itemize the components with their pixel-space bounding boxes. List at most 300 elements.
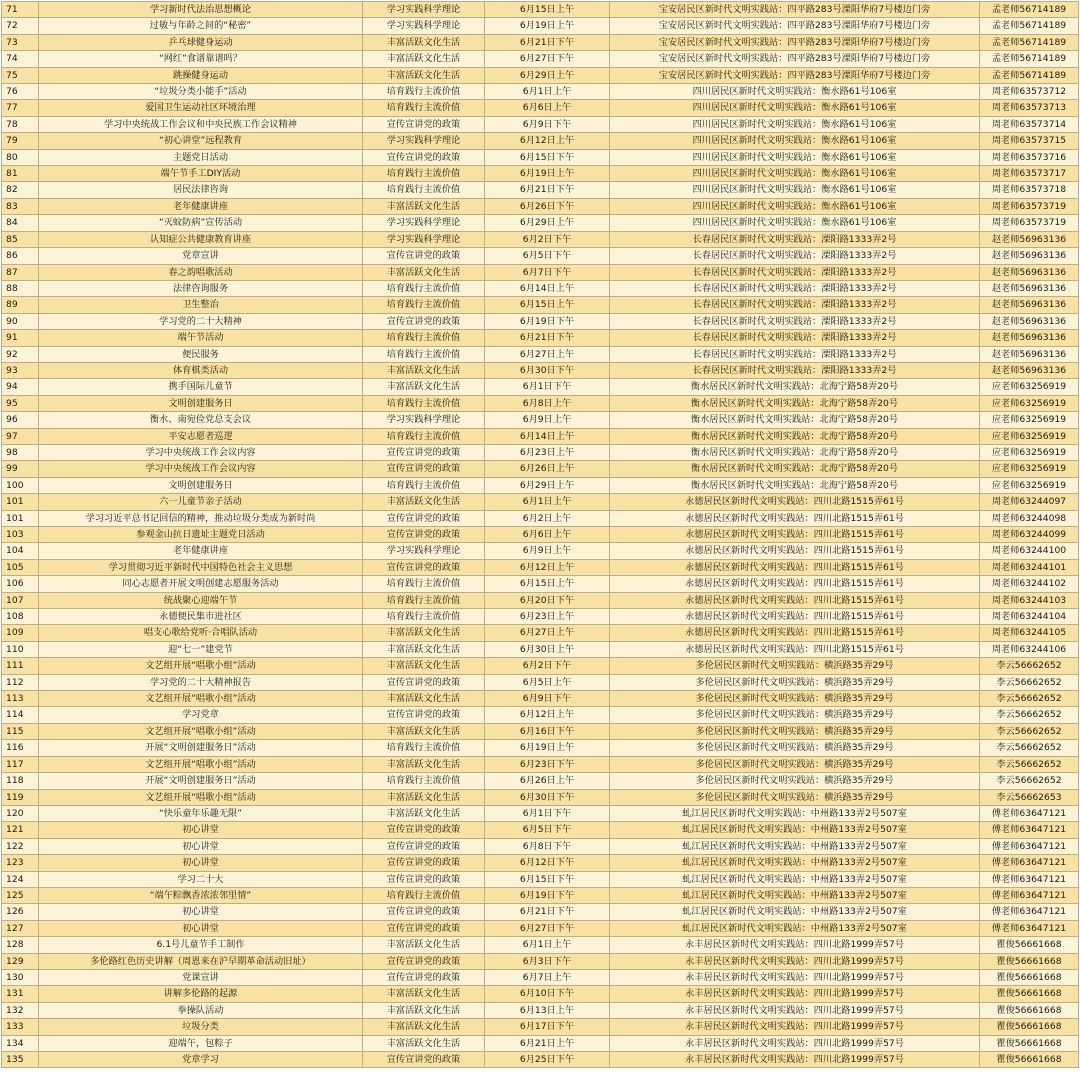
table-row [2,428,1079,444]
table-row [2,855,1079,871]
cell-number: 120 [2,805,39,821]
table-row [2,904,1079,920]
cell-location: 多伦居民区新时代文明实践站：横浜路35弄29号 [610,674,980,690]
cell-location: 永德居民区新时代文明实践站：四川北路1515弄61号 [610,609,980,625]
cell-date-time: 6月15日上午 [485,2,610,18]
table-row [2,412,1079,428]
cell-category: 宣传宣讲党的政策 [363,313,485,329]
cell-contact: 周老师63573719 [980,215,1079,231]
cell-activity-title: 文明创建服务日 [39,477,363,493]
cell-activity-title: 同心志愿者开展文明创建志愿服务活动 [39,576,363,592]
cell-activity-title: 文艺组开展“唱歌小组”活动 [39,756,363,772]
cell-category: 丰富活跃文化生活 [363,625,485,641]
cell-location: 衡水居民区新时代文明实践站：北海宁路58弄20号 [610,412,980,428]
cell-location: 多伦居民区新时代文明实践站：横浜路35弄29号 [610,773,980,789]
cell-date-time: 6月30日下午 [485,362,610,378]
cell-location: 四川居民区新时代文明实践站：衡水路61号106室 [610,182,980,198]
cell-contact: 周老师63244098 [980,510,1079,526]
cell-date-time: 6月15日下午 [485,871,610,887]
cell-activity-title: “快乐童年乐趣无限” [39,805,363,821]
cell-date-time: 6月14日上午 [485,280,610,296]
cell-number: 93 [2,362,39,378]
cell-activity-title: 学习二十大 [39,871,363,887]
cell-date-time: 6月23日上午 [485,609,610,625]
table-row [2,1002,1079,1018]
cell-number: 110 [2,641,39,657]
cell-category: 宣传宣讲党的政策 [363,527,485,543]
cell-contact: 周老师63573719 [980,198,1079,214]
cell-date-time: 6月9日上午 [485,543,610,559]
cell-number: 87 [2,264,39,280]
cell-date-time: 6月23日上午 [485,444,610,460]
cell-contact: 瞿俊56661668 [980,969,1079,985]
cell-contact: 应老师63256919 [980,395,1079,411]
cell-activity-title: 文艺组开展“唱歌小组”活动 [39,723,363,739]
cell-contact: 瞿俊56661668 [980,1019,1079,1035]
cell-contact: 周老师63573715 [980,133,1079,149]
cell-date-time: 6月2日下午 [485,658,610,674]
cell-contact: 赵老师56963136 [980,264,1079,280]
table-row [2,559,1079,575]
table-row [2,330,1079,346]
cell-location: 虬江居民区新时代文明实践站：中州路133弄2号507室 [610,822,980,838]
table-row [2,313,1079,329]
cell-number: 74 [2,51,39,67]
cell-location: 永德居民区新时代文明实践站：四川北路1515弄61号 [610,527,980,543]
cell-location: 衡水居民区新时代文明实践站：北海宁路58弄20号 [610,395,980,411]
cell-location: 虬江居民区新时代文明实践站：中州路133弄2号507室 [610,887,980,903]
cell-number: 107 [2,592,39,608]
cell-category: 宣传宣讲党的政策 [363,822,485,838]
cell-location: 长春居民区新时代文明实践站：溧阳路1333弄2号 [610,330,980,346]
cell-activity-title: 认知症公共健康教育讲座 [39,231,363,247]
cell-activity-title: 居民法律咨询 [39,182,363,198]
cell-location: 四川居民区新时代文明实践站：衡水路61号106室 [610,149,980,165]
cell-date-time: 6月30日下午 [485,789,610,805]
cell-location: 四川居民区新时代文明实践站：衡水路61号106室 [610,116,980,132]
activity-table [1,1,1079,1068]
table-row [2,182,1079,198]
cell-number: 75 [2,67,39,83]
cell-activity-title: 便民服务 [39,346,363,362]
cell-category: 宣传宣讲党的政策 [363,953,485,969]
cell-category: 宣传宣讲党的政策 [363,444,485,460]
cell-date-time: 6月1日上午 [485,84,610,100]
cell-contact: 应老师63256919 [980,477,1079,493]
cell-number: 126 [2,904,39,920]
cell-contact: 傅老师63647121 [980,920,1079,936]
cell-number: 78 [2,116,39,132]
cell-location: 永德居民区新时代文明实践站：四川北路1515弄61号 [610,510,980,526]
cell-category: 学习实践科学理论 [363,215,485,231]
cell-activity-title: 主题党日活动 [39,149,363,165]
cell-category: 培育践行主流价值 [363,740,485,756]
cell-date-time: 6月1日下午 [485,805,610,821]
cell-category: 学习实践科学理论 [363,543,485,559]
cell-activity-title: 迎端午，包粽子 [39,1035,363,1051]
cell-category: 丰富活跃文化生活 [363,805,485,821]
cell-date-time: 6月14日上午 [485,428,610,444]
cell-activity-title: 跳操健身运动 [39,67,363,83]
cell-number: 108 [2,609,39,625]
cell-location: 衡水居民区新时代文明实践站：北海宁路58弄20号 [610,428,980,444]
cell-contact: 瞿俊56661668 [980,986,1079,1002]
cell-activity-title: 初心讲堂 [39,838,363,854]
table-row [2,461,1079,477]
table-row [2,773,1079,789]
cell-contact: 孟老师56714189 [980,34,1079,50]
cell-date-time: 6月20日下午 [485,592,610,608]
cell-category: 宣传宣讲党的政策 [363,855,485,871]
cell-number: 111 [2,658,39,674]
cell-contact: 周老师63573714 [980,116,1079,132]
cell-date-time: 6月29日上午 [485,67,610,83]
table-row [2,444,1079,460]
cell-contact: 周老师63244105 [980,625,1079,641]
cell-date-time: 6月21日上午 [485,1035,610,1051]
cell-date-time: 6月1日上午 [485,937,610,953]
cell-contact: 周老师63244103 [980,592,1079,608]
cell-number: 82 [2,182,39,198]
cell-number: 114 [2,707,39,723]
cell-contact: 周老师63244104 [980,609,1079,625]
table-row [2,494,1079,510]
cell-location: 多伦居民区新时代文明实践站：横浜路35弄29号 [610,789,980,805]
cell-category: 丰富活跃文化生活 [363,494,485,510]
cell-activity-title: 文艺组开展“唱歌小组”活动 [39,658,363,674]
cell-location: 长春居民区新时代文明实践站：溧阳路1333弄2号 [610,346,980,362]
cell-date-time: 6月23日下午 [485,756,610,772]
cell-location: 长春居民区新时代文明实践站：溧阳路1333弄2号 [610,313,980,329]
cell-location: 永丰居民区新时代文明实践站：四川北路1999弄57号 [610,1002,980,1018]
cell-date-time: 6月29日上午 [485,215,610,231]
table-row [2,51,1079,67]
cell-date-time: 6月8日下午 [485,838,610,854]
cell-location: 永丰居民区新时代文明实践站：四川北路1999弄57号 [610,1052,980,1068]
cell-date-time: 6月21日下午 [485,904,610,920]
cell-category: 丰富活跃文化生活 [363,67,485,83]
cell-contact: 李云56662652 [980,756,1079,772]
cell-date-time: 6月12日上午 [485,133,610,149]
cell-location: 永德居民区新时代文明实践站：四川北路1515弄61号 [610,576,980,592]
cell-date-time: 6月15日上午 [485,297,610,313]
cell-activity-title: 乒乓球健身运动 [39,34,363,50]
activity-table-body [2,2,1079,1068]
cell-contact: 李云56662652 [980,674,1079,690]
cell-date-time: 6月1日上午 [485,494,610,510]
cell-activity-title: 初心讲堂 [39,904,363,920]
table-row [2,969,1079,985]
cell-contact: 赵老师56963136 [980,330,1079,346]
cell-location: 宝安居民区新时代文明实践站：四平路283号溧阳华府7号楼边门旁 [610,34,980,50]
cell-contact: 孟老师56714189 [980,51,1079,67]
cell-location: 宝安居民区新时代文明实践站：四平路283号溧阳华府7号楼边门旁 [610,67,980,83]
cell-contact: 周老师63244099 [980,527,1079,543]
table-row [2,166,1079,182]
cell-category: 宣传宣讲党的政策 [363,116,485,132]
cell-number: 101 [2,510,39,526]
table-row [2,1052,1079,1068]
table-row [2,658,1079,674]
cell-activity-title: 迎“七一”建党节 [39,641,363,657]
cell-category: 培育践行主流价值 [363,576,485,592]
table-row [2,871,1079,887]
cell-category: 丰富活跃文化生活 [363,198,485,214]
table-row [2,543,1079,559]
cell-number: 130 [2,969,39,985]
cell-activity-title: 过敏与年龄之间的“秘密” [39,18,363,34]
cell-location: 虬江居民区新时代文明实践站：中州路133弄2号507室 [610,805,980,821]
cell-date-time: 6月9日下午 [485,691,610,707]
cell-activity-title: 开展“文明创建服务日”活动 [39,740,363,756]
cell-category: 学习实践科学理论 [363,412,485,428]
cell-contact: 李云56662652 [980,691,1079,707]
cell-activity-title: 初心讲堂 [39,920,363,936]
cell-contact: 赵老师56963136 [980,248,1079,264]
table-row [2,248,1079,264]
cell-date-time: 6月19日下午 [485,313,610,329]
cell-date-time: 6月15日下午 [485,149,610,165]
cell-activity-title: “灭蚊防病”宣传活动 [39,215,363,231]
cell-number: 117 [2,756,39,772]
table-row [2,84,1079,100]
cell-category: 学习实践科学理论 [363,133,485,149]
table-row [2,280,1079,296]
cell-location: 虬江居民区新时代文明实践站：中州路133弄2号507室 [610,904,980,920]
cell-number: 97 [2,428,39,444]
cell-number: 112 [2,674,39,690]
cell-number: 122 [2,838,39,854]
cell-number: 118 [2,773,39,789]
cell-number: 79 [2,133,39,149]
cell-number: 94 [2,379,39,395]
cell-number: 105 [2,559,39,575]
cell-category: 培育践行主流价值 [363,182,485,198]
cell-location: 四川居民区新时代文明实践站：衡水路61号106室 [610,198,980,214]
cell-number: 132 [2,1002,39,1018]
table-row [2,2,1079,18]
cell-contact: 李云56662652 [980,658,1079,674]
cell-date-time: 6月13日上午 [485,1002,610,1018]
cell-contact: 周老师63244100 [980,543,1079,559]
cell-activity-title: 学习中央统战工作会议内容 [39,444,363,460]
cell-location: 永丰居民区新时代文明实践站：四川北路1999弄57号 [610,953,980,969]
cell-contact: 瞿俊56661668 [980,1035,1079,1051]
cell-category: 培育践行主流价值 [363,773,485,789]
cell-activity-title: 党章宣讲 [39,248,363,264]
table-row [2,198,1079,214]
cell-category: 培育践行主流价值 [363,428,485,444]
cell-date-time: 6月29日上午 [485,477,610,493]
cell-date-time: 6月1日下午 [485,379,610,395]
cell-activity-title: 春之韵唱歌活动 [39,264,363,280]
cell-contact: 赵老师56963136 [980,297,1079,313]
cell-location: 四川居民区新时代文明实践站：衡水路61号106室 [610,100,980,116]
table-row [2,231,1079,247]
cell-category: 宣传宣讲党的政策 [363,559,485,575]
cell-contact: 傅老师63647121 [980,822,1079,838]
cell-number: 81 [2,166,39,182]
cell-location: 宝安居民区新时代文明实践站：四平路283号溧阳华府7号楼边门旁 [610,18,980,34]
cell-activity-title: 初心讲堂 [39,822,363,838]
cell-category: 丰富活跃文化生活 [363,1035,485,1051]
cell-activity-title: 拳操队活动 [39,1002,363,1018]
cell-category: 丰富活跃文化生活 [363,756,485,772]
table-row [2,215,1079,231]
cell-number: 92 [2,346,39,362]
table-row [2,674,1079,690]
cell-category: 丰富活跃文化生活 [363,986,485,1002]
table-row [2,264,1079,280]
cell-number: 124 [2,871,39,887]
cell-date-time: 6月21日下午 [485,34,610,50]
cell-location: 四川居民区新时代文明实践站：衡水路61号106室 [610,84,980,100]
cell-category: 丰富活跃文化生活 [363,264,485,280]
cell-activity-title: 老年健康讲座 [39,543,363,559]
cell-contact: 应老师63256919 [980,412,1079,428]
cell-date-time: 6月6日上午 [485,100,610,116]
cell-activity-title: 学习中央统战工作会议和中央民族工作会议精神 [39,116,363,132]
table-row [2,346,1079,362]
cell-number: 71 [2,2,39,18]
cell-number: 91 [2,330,39,346]
cell-number: 127 [2,920,39,936]
cell-number: 83 [2,198,39,214]
cell-date-time: 6月3日下午 [485,953,610,969]
cell-activity-title: 法律咨询服务 [39,280,363,296]
cell-number: 99 [2,461,39,477]
cell-date-time: 6月27日上午 [485,625,610,641]
cell-location: 多伦居民区新时代文明实践站：横浜路35弄29号 [610,756,980,772]
cell-activity-title: 参观金山抗日遗址主题党日活动 [39,527,363,543]
table-row [2,707,1079,723]
cell-activity-title: 衡水、南宛俭党总支会议 [39,412,363,428]
cell-number: 96 [2,412,39,428]
cell-category: 宣传宣讲党的政策 [363,969,485,985]
cell-contact: 傅老师63647121 [980,871,1079,887]
cell-date-time: 6月19日上午 [485,18,610,34]
cell-activity-title: 六一儿童节亲子活动 [39,494,363,510]
cell-location: 虬江居民区新时代文明实践站：中州路133弄2号507室 [610,871,980,887]
table-row [2,592,1079,608]
cell-date-time: 6月19日上午 [485,740,610,756]
cell-number: 134 [2,1035,39,1051]
cell-location: 永丰居民区新时代文明实践站：四川北路1999弄57号 [610,969,980,985]
cell-date-time: 6月2日下午 [485,231,610,247]
cell-date-time: 6月5日下午 [485,822,610,838]
cell-contact: 周老师63244097 [980,494,1079,510]
cell-contact: 周老师63244102 [980,576,1079,592]
cell-date-time: 6月12日下午 [485,855,610,871]
cell-activity-title: 开展“文明创建服务日”活动 [39,773,363,789]
cell-activity-title: 平安志愿者巡逻 [39,428,363,444]
cell-date-time: 6月19日下午 [485,887,610,903]
cell-location: 永丰居民区新时代文明实践站：四川北路1999弄57号 [610,1019,980,1035]
table-row [2,100,1079,116]
cell-number: 121 [2,822,39,838]
table-row [2,527,1079,543]
cell-contact: 赵老师56963136 [980,362,1079,378]
table-row [2,510,1079,526]
cell-date-time: 6月26日上午 [485,773,610,789]
cell-contact: 周老师63573713 [980,100,1079,116]
cell-contact: 周老师63573712 [980,84,1079,100]
cell-category: 宣传宣讲党的政策 [363,707,485,723]
cell-category: 学习实践科学理论 [363,231,485,247]
cell-activity-title: 永德便民集市进社区 [39,609,363,625]
cell-category: 宣传宣讲党的政策 [363,904,485,920]
cell-date-time: 6月16日下午 [485,723,610,739]
table-row [2,838,1079,854]
cell-number: 90 [2,313,39,329]
cell-category: 培育践行主流价值 [363,395,485,411]
cell-location: 虬江居民区新时代文明实践站：中州路133弄2号507室 [610,920,980,936]
cell-location: 虬江居民区新时代文明实践站：中州路133弄2号507室 [610,855,980,871]
cell-contact: 李云56662652 [980,723,1079,739]
cell-category: 培育践行主流价值 [363,100,485,116]
cell-contact: 应老师63256919 [980,428,1079,444]
table-row [2,1035,1079,1051]
cell-activity-title: 卫生整治 [39,297,363,313]
cell-category: 丰富活跃文化生活 [363,641,485,657]
cell-contact: 瞿俊56661668 [980,953,1079,969]
cell-activity-title: 党课宣讲 [39,969,363,985]
cell-activity-title: 文艺组开展“唱歌小组”活动 [39,691,363,707]
cell-location: 衡水居民区新时代文明实践站：北海宁路58弄20号 [610,444,980,460]
cell-category: 培育践行主流价值 [363,330,485,346]
cell-location: 四川居民区新时代文明实践站：衡水路61号106室 [610,215,980,231]
cell-category: 宣传宣讲党的政策 [363,461,485,477]
cell-location: 长春居民区新时代文明实践站：溧阳路1333弄2号 [610,264,980,280]
cell-category: 培育践行主流价值 [363,84,485,100]
cell-contact: 周老师63573716 [980,149,1079,165]
table-row [2,789,1079,805]
cell-contact: 孟老师56714189 [980,67,1079,83]
cell-number: 84 [2,215,39,231]
cell-date-time: 6月27日下午 [485,920,610,936]
table-row [2,297,1079,313]
cell-category: 丰富活跃文化生活 [363,723,485,739]
table-row [2,133,1079,149]
table-row [2,362,1079,378]
cell-location: 虬江居民区新时代文明实践站：中州路133弄2号507室 [610,838,980,854]
cell-category: 培育践行主流价值 [363,280,485,296]
cell-category: 丰富活跃文化生活 [363,34,485,50]
cell-location: 多伦居民区新时代文明实践站：横浜路35弄29号 [610,723,980,739]
cell-number: 85 [2,231,39,247]
cell-date-time: 6月2日上午 [485,510,610,526]
cell-contact: 周老师63244106 [980,641,1079,657]
cell-number: 116 [2,740,39,756]
cell-contact: 孟老师56714189 [980,2,1079,18]
cell-category: 丰富活跃文化生活 [363,1019,485,1035]
cell-activity-title: 唱支心歌给党听·合唱队活动 [39,625,363,641]
cell-contact: 傅老师63647121 [980,838,1079,854]
cell-contact: 傅老师63647121 [980,805,1079,821]
cell-date-time: 6月5日下午 [485,248,610,264]
cell-category: 培育践行主流价值 [363,346,485,362]
cell-activity-title: 学习中央统战工作会议内容 [39,461,363,477]
cell-location: 永德居民区新时代文明实践站：四川北路1515弄61号 [610,494,980,510]
table-row [2,576,1079,592]
cell-activity-title: “网红”食谱靠谱吗？ [39,51,363,67]
cell-activity-title: 爱国卫生运动社区环境治理 [39,100,363,116]
cell-number: 113 [2,691,39,707]
table-row [2,920,1079,936]
cell-activity-title: 学习新时代法治思想概论 [39,2,363,18]
cell-number: 73 [2,34,39,50]
cell-contact: 周老师63244101 [980,559,1079,575]
